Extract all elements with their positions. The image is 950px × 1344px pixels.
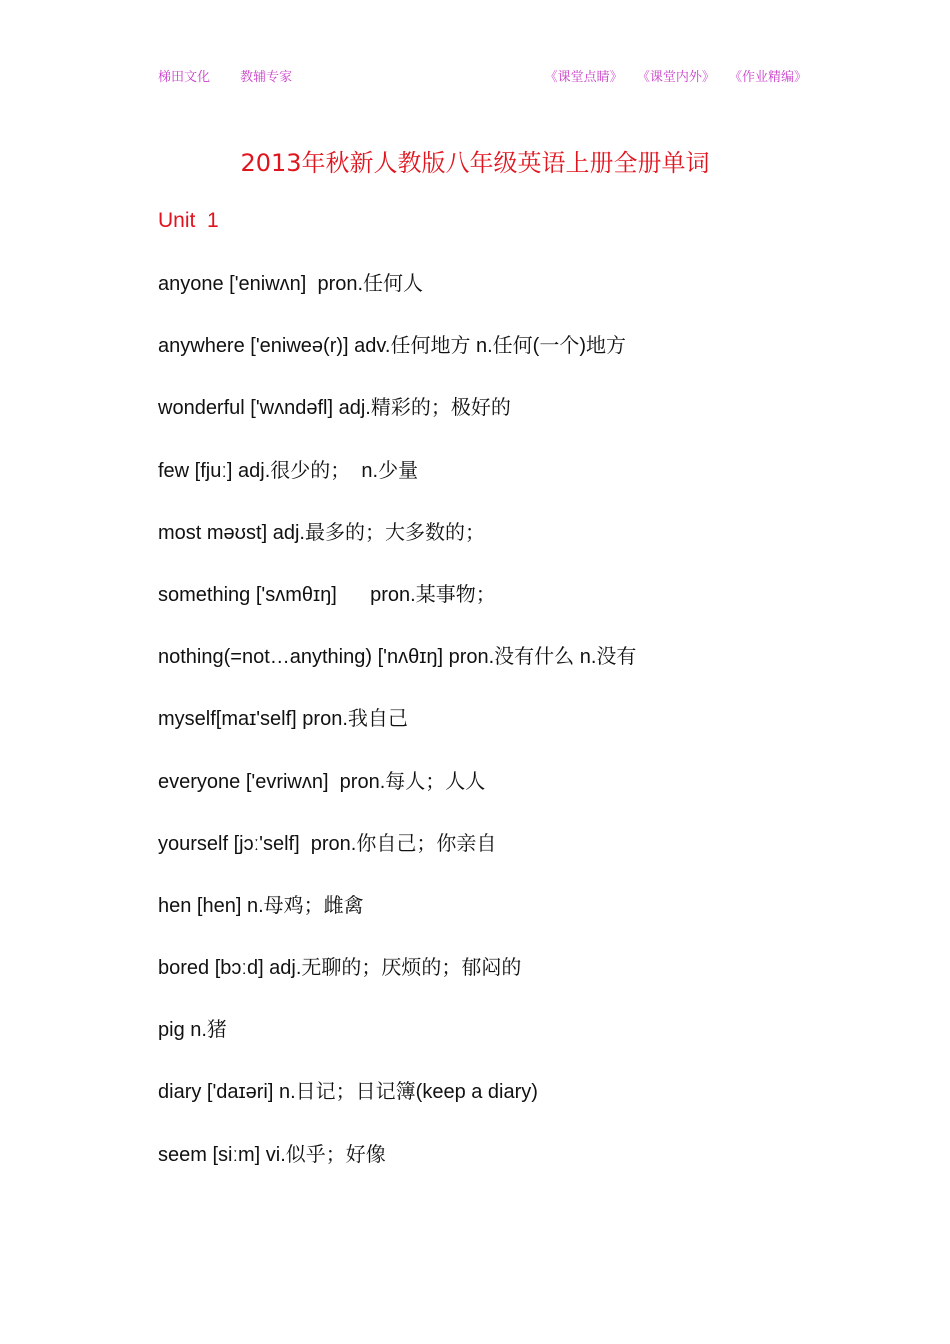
publisher-name: 梯田文化 [158,70,211,85]
series-title-1: 《课堂点睛》 [544,70,623,85]
vocabulary-entry: yourself [jɔː'self] pron.你自己；你亲自 [158,832,497,855]
vocabulary-entry: few [fjuː] adj.很少的； n.少量 [158,459,419,482]
vocabulary-entry: everyone ['evriwʌn] pron.每人；人人 [158,770,486,793]
vocabulary-entry: diary ['daɪəri] n.日记；日记簿(keep a diary) [158,1081,538,1104]
vocabulary-entry: something ['sʌmθɪŋ] pron.某事物； [158,583,496,606]
vocabulary-entry: wonderful ['wʌndəfl] adj.精彩的；极好的 [158,397,511,420]
vocabulary-entry: nothing(=not…anything) ['nʌθɪŋ] pron.没有什么 n.没有 [158,646,637,669]
vocabulary-list [158,270,636,1203]
series-title-3: 《作业精编》 [728,70,807,85]
vocabulary-entry: seem [siːm] vi.似乎；好像 [158,1143,386,1166]
vocabulary-entry: anywhere ['eniweə(r)] adv.任何地方 n.任何(一个)地方 [158,335,626,358]
vocabulary-entry: hen [hen] n.母鸡；雌禽 [158,894,364,917]
header-left [158,66,318,85]
header-right [535,66,807,85]
vocabulary-entry: most məʊst] adj.最多的；大多数的； [158,521,485,544]
vocabulary-entry: pig n.猪 [158,1019,227,1042]
unit-heading: Unit 1 [158,209,219,232]
vocabulary-entry: bored [bɔːd] adj.无聊的；厌烦的；郁闷的 [158,957,522,980]
publisher-slogan: 教辅专家 [240,70,293,85]
vocabulary-entry: myself[maɪ'self] pron.我自己 [158,708,408,731]
series-title-2: 《课堂内外》 [636,70,715,85]
page-title: 2013年秋新人教版八年级英语上册全册单词 [240,149,710,177]
vocabulary-entry: anyone ['eniwʌn] pron.任何人 [158,273,424,295]
